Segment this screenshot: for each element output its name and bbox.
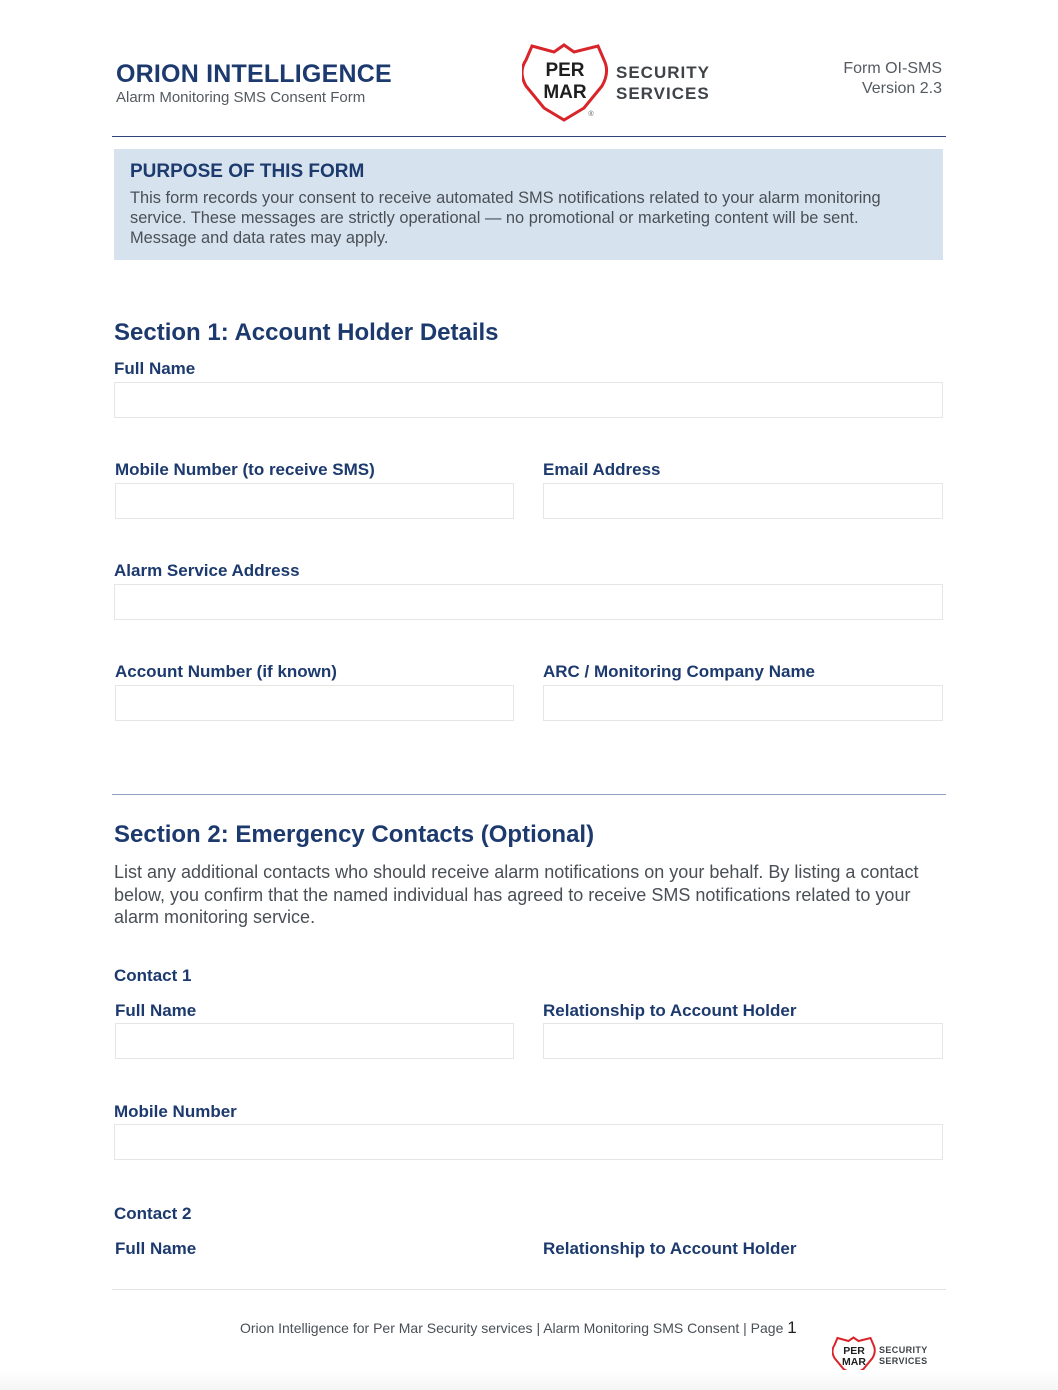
full-name-input[interactable]	[114, 382, 943, 418]
email-address-label: Email Address	[543, 460, 661, 479]
section2-description: List any additional contacts who should receive alarm notifications on your behalf. By listing a contact below, you confirm that the named individual has agreed to receive SMS notifications related to your alarm monitoring service.	[114, 862, 919, 927]
arc-company-label: ARC / Monitoring Company Name	[543, 662, 816, 681]
section1-title: Section 1: Account Holder Details	[114, 319, 499, 346]
footer-logo-wordmark	[879, 1345, 928, 1367]
contact2-heading: Contact 2	[114, 1204, 192, 1223]
alarm-address-input[interactable]	[114, 584, 943, 620]
contact1-full-name-label: Full Name	[115, 1001, 197, 1020]
contact1-full-name-input[interactable]	[115, 1023, 514, 1059]
section-divider	[112, 794, 946, 795]
footer-logo-services: SERVICES	[879, 1356, 928, 1366]
contact1-mobile-input[interactable]	[114, 1124, 943, 1160]
contact2-relationship-label: Relationship to Account Holder	[543, 1239, 797, 1258]
mobile-number-label: Mobile Number (to receive SMS)	[115, 460, 375, 479]
full-name-label: Full Name	[114, 359, 196, 378]
contact2-full-name-label: Full Name	[115, 1239, 197, 1258]
contact1-relationship-label: Relationship to Account Holder	[543, 1001, 797, 1020]
purpose-body: This form records your consent to receive automated SMS notifications related to your alarm monitoring service. These messages are strictly operational — no promotional or marketing content will be sent. Message and data rates may apply.	[130, 189, 881, 247]
footer-logo-per: PER	[843, 1345, 865, 1357]
header-divider	[112, 136, 946, 137]
footer-logo-security: SECURITY	[879, 1345, 928, 1355]
footer-divider	[112, 1289, 946, 1290]
mobile-number-input[interactable]	[115, 483, 514, 519]
arc-company-input[interactable]	[543, 685, 943, 721]
footer-logo-mar: MAR	[842, 1356, 866, 1368]
brand-subtitle: Alarm Monitoring SMS Consent Form	[116, 89, 366, 106]
page-bottom-edge	[0, 1370, 1058, 1390]
svg-text:®: ®	[588, 111, 594, 118]
logo-wordmark	[616, 62, 710, 104]
contact1-heading: Contact 1	[114, 966, 192, 985]
logo-services-text: SERVICES	[616, 84, 710, 103]
contact1-relationship-input[interactable]	[543, 1023, 943, 1059]
form-meta	[843, 59, 942, 99]
alarm-address-label: Alarm Service Address	[114, 561, 300, 580]
logo-per-text: PER	[545, 60, 585, 81]
footer-text	[240, 1318, 797, 1338]
purpose-box	[114, 149, 943, 260]
logo-mar-text: MAR	[543, 82, 587, 103]
brand-title: ORION INTELLIGENCE	[116, 60, 392, 88]
purpose-heading: PURPOSE OF THIS FORM	[130, 161, 365, 182]
email-address-input[interactable]	[543, 483, 943, 519]
shield-logo-icon	[522, 42, 612, 122]
footer-caption: Orion Intelligence for Per Mar Security services | Alarm Monitoring SMS Consent | Page	[240, 1320, 788, 1336]
form-code: Form OI-SMS	[843, 60, 942, 77]
page-number: 1	[787, 1318, 797, 1337]
account-number-label: Account Number (if known)	[115, 662, 337, 681]
contact1-mobile-label: Mobile Number	[114, 1102, 237, 1121]
account-number-input[interactable]	[115, 685, 514, 721]
section2-title: Section 2: Emergency Contacts (Optional)	[114, 821, 595, 848]
logo-security-text: SECURITY	[616, 63, 710, 82]
form-version: Version 2.3	[861, 80, 942, 97]
per-mar-logo	[522, 42, 722, 122]
